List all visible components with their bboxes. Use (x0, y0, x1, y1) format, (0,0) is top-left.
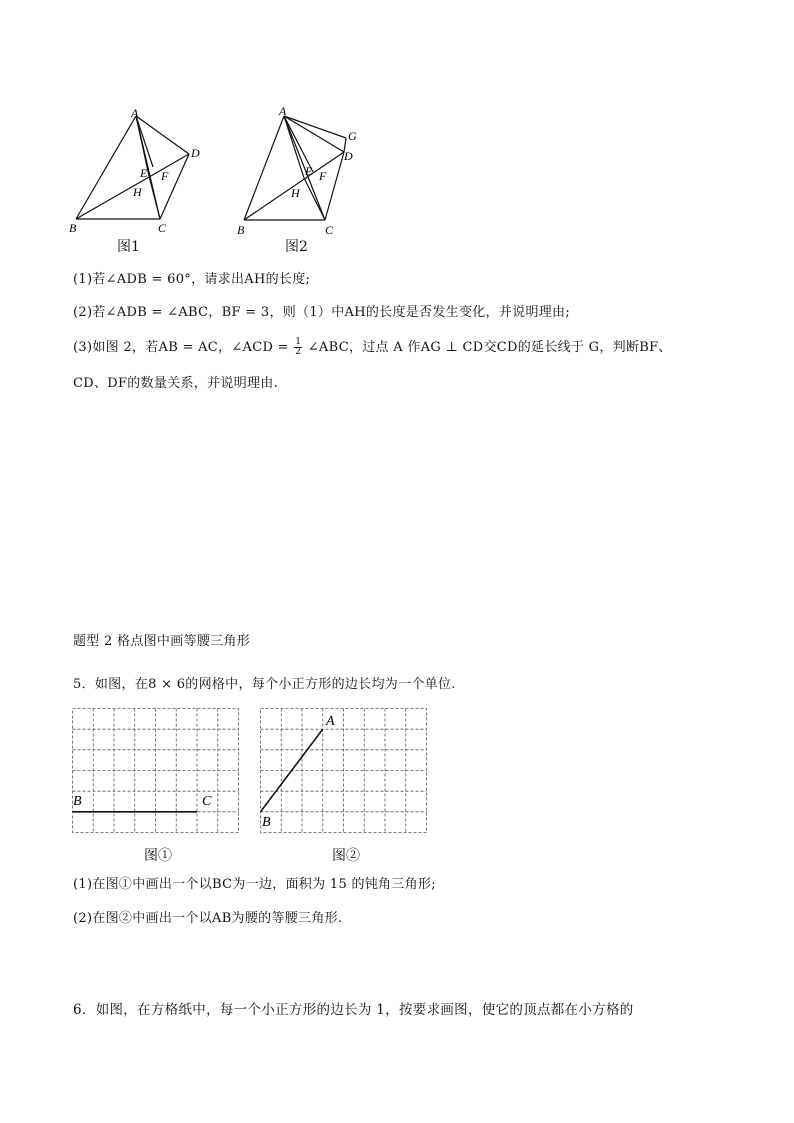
fig2-label-e: E (305, 164, 313, 178)
fig1-label-e: E (140, 166, 148, 180)
grid1-label-c: C (202, 794, 212, 809)
q4-part-3-a: (3)如图 2，若AB = AC，∠ACD = (73, 340, 289, 355)
grid-figure-2 (258, 706, 433, 836)
fig2-label-a: A (279, 104, 287, 118)
q6-stem: 6．如图，在方格纸中，每一个小正方形的边长为 1，按要求画图，使它的顶点都在小方格的 (73, 1002, 634, 1018)
q5-part-1: (1)在图①中画出一个以BC为一边，面积为 15 的钝角三角形; (73, 877, 436, 892)
fig1-label-b: B (69, 221, 77, 235)
fig2-label-d: D (344, 149, 353, 163)
q4-part-3 (73, 338, 672, 357)
fig2-label-f: F (319, 169, 327, 183)
grid-fig1-caption: 图① (144, 848, 172, 864)
q4-part-1: (1)若∠ADB = 60°，请求出AH的长度; (73, 272, 311, 287)
fig2-caption: 图2 (285, 239, 308, 255)
fig1-label-h: H (133, 185, 142, 199)
q5-stem: 5．如图，在8 × 6的网格中，每个小正方形的边长均为一个单位. (73, 677, 456, 692)
q5-part-2: (2)在图②中画出一个以AB为腰的等腰三角形. (73, 911, 343, 926)
q4-part-2: (2)若∠ADB = ∠ABC，BF = 3，则（1）中AH的长度是否发生变化，并说明理由; (73, 305, 571, 320)
figure-1-quadrilateral (65, 104, 215, 244)
fraction-half: $\frac{1}{2}$ (295, 337, 302, 357)
grid2-label-b: B (262, 815, 271, 830)
grid-figure-1 (70, 706, 245, 836)
figure-2-quadrilateral (233, 100, 383, 240)
fig2-label-b: B (237, 223, 245, 237)
fig1-label-c: C (158, 221, 167, 235)
grid1-label-b: B (73, 794, 82, 809)
fig1-label-d: D (191, 146, 200, 160)
fig1-label-f: F (161, 169, 169, 183)
q4-part-3-b: ∠ABC，过点 A 作AG ⊥ CD交CD的延长线于 G，判断BF、 (307, 340, 672, 355)
grid-fig2-caption: 图② (332, 848, 360, 864)
fig1-label-a: A (131, 106, 139, 120)
fig2-label-c: C (325, 223, 334, 237)
fig1-caption: 图1 (117, 239, 140, 255)
fig2-label-g: G (348, 129, 357, 143)
section-title: 题型 2 格点图中画等腰三角形 (73, 634, 251, 649)
q4-part-3-cont: CD、DF的数量关系，并说明理由. (73, 376, 279, 391)
fig2-label-h: H (291, 186, 300, 200)
grid2-label-a: A (326, 714, 335, 729)
